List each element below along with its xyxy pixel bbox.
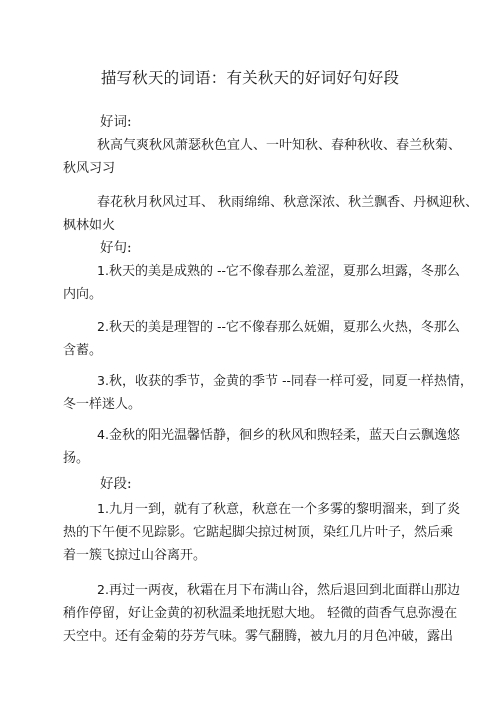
sentence-item-1 <box>63 259 460 306</box>
good-words-paragraph-2 <box>63 191 479 237</box>
paragraph-line: 天空中。还有金菊的芬芳气味。雾气翻腾，被九月的月色冲破，露出 <box>63 629 454 644</box>
list-text: 秋天的美是成熟的 --它不像春那么羞涩，夏那么坦露，冬那么 <box>108 264 460 279</box>
paragraph-item-2 <box>63 578 460 648</box>
paragraph-line <box>63 315 460 339</box>
list-number: 1. <box>97 501 109 516</box>
paragraph-line <box>63 578 460 602</box>
paragraph-line <box>63 259 460 283</box>
good-sentences-heading: 好句: <box>100 240 132 256</box>
list-number: 1. <box>97 263 109 278</box>
good-words-paragraph-1 <box>63 134 462 180</box>
paragraph-line: 稍作停留，好让金黄的初秋温柔地抚慰大地。 轻微的茴香气息弥漫在 <box>63 606 458 621</box>
list-text: 九月一到，就有了秋意，秋意在一个多雾的黎明溜来，到了炎 <box>108 502 460 517</box>
paragraph-line <box>63 497 460 521</box>
paragraph-line: 春花秋月秋风过耳、 秋雨绵绵、秋意深浓、秋兰飘香、丹枫迎秋、 <box>97 195 479 210</box>
list-number: 4. <box>97 427 109 442</box>
paragraph-line: 冬一样迷人。 <box>63 397 142 412</box>
paragraph-item-1 <box>63 497 460 567</box>
sentence-item-2 <box>63 315 460 362</box>
paragraph-line: 含蓄。 <box>63 343 103 358</box>
list-number: 2. <box>97 319 109 334</box>
paragraph-line <box>63 369 473 393</box>
sentence-item-3 <box>63 369 473 416</box>
list-text: 秋，收获的季节，金黄的季节 --同春一样可爱，同夏一样热情， <box>108 374 473 389</box>
paragraph-line: 扬。 <box>63 451 90 466</box>
paragraph-line: 着一簇飞掠过山谷离开。 <box>63 548 207 563</box>
paragraph-line: 热的下午便不见踪影。它踮起脚尖掠过树顶，染红几片叶子，然后乘 <box>63 525 454 540</box>
paragraph-line <box>63 423 460 447</box>
good-words-heading: 好词: <box>100 114 132 130</box>
paragraph-line: 秋高气爽秋风萧瑟秋色宜人、一叶知秋、春种秋收、春兰秋菊、 <box>97 138 462 153</box>
list-number: 3. <box>97 373 109 388</box>
paragraph-line: 枫林如火 <box>63 218 116 233</box>
list-number: 2. <box>97 582 109 597</box>
good-paragraphs-heading: 好段: <box>100 476 132 492</box>
list-text: 再过一两夜，秋霜在月下布满山谷，然后退回到北面群山那边 <box>108 583 460 598</box>
list-text: 金秋的阳光温馨恬静，徊乡的秋风和煦轻柔，蓝天白云飘逸悠 <box>108 428 460 443</box>
sentence-item-4 <box>63 423 460 470</box>
paragraph-line: 秋风习习 <box>63 161 116 176</box>
list-text: 秋天的美是理智的 --它不像春那么妩媚，夏那么火热，冬那么 <box>108 320 460 335</box>
page-title: 描写秋天的词语：有关秋天的好词好句好段 <box>100 69 400 87</box>
paragraph-line: 内向。 <box>63 287 103 302</box>
